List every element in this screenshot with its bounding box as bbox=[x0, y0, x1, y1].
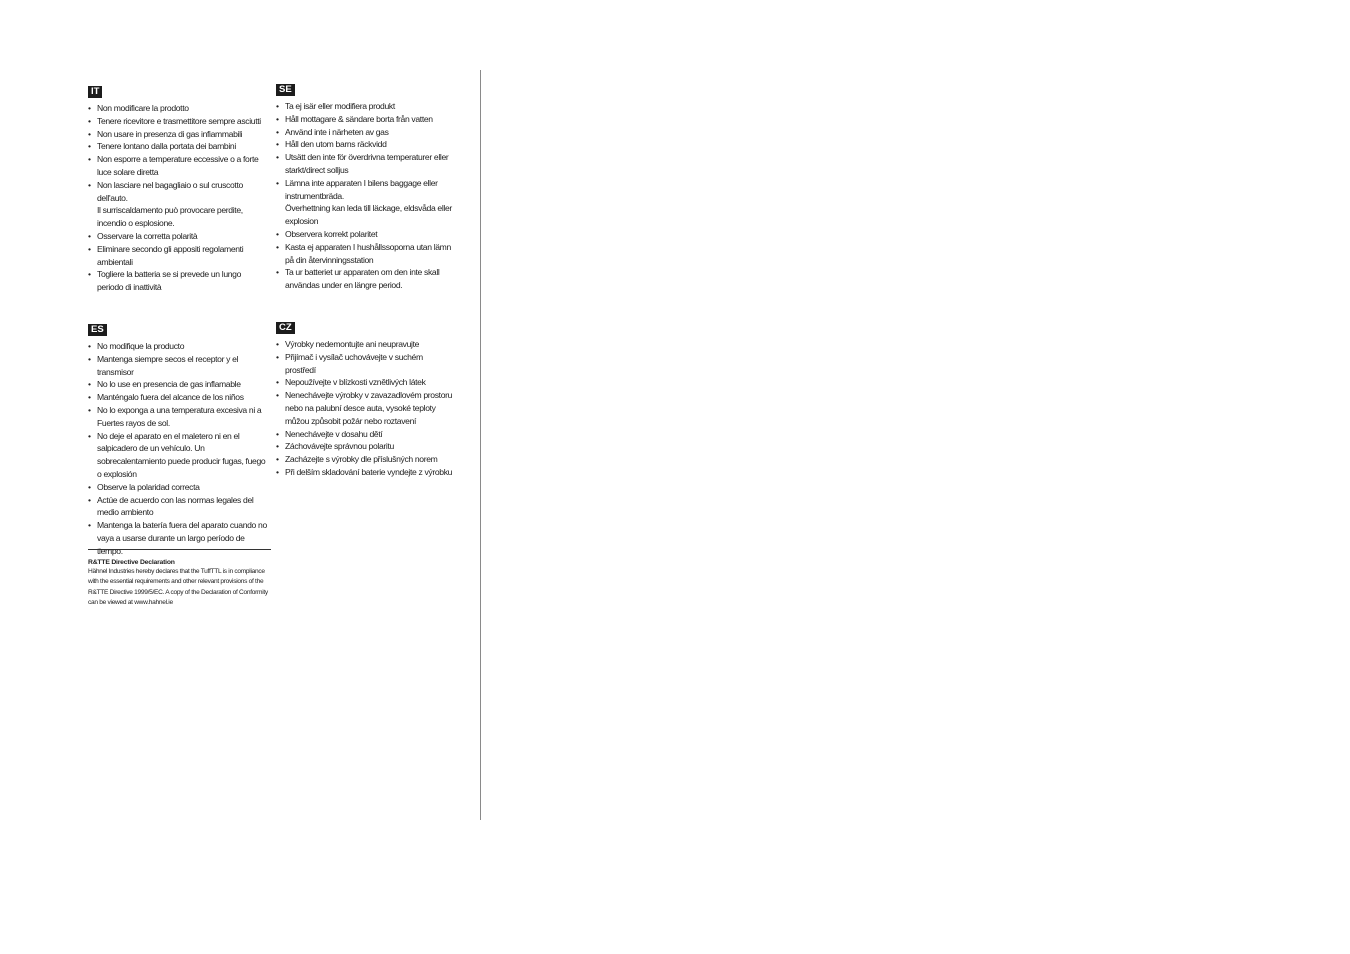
declaration-block bbox=[88, 549, 271, 608]
section-cz bbox=[276, 321, 454, 479]
bullet-icon: • bbox=[276, 126, 279, 137]
bullet-icon: • bbox=[276, 267, 279, 278]
bullet-icon: • bbox=[276, 454, 279, 465]
bullet-icon: • bbox=[88, 179, 91, 190]
list-item-note: Il surriscaldamento può provocare perdite, incendio o esplosione. bbox=[97, 205, 243, 229]
list-item bbox=[276, 228, 454, 241]
list-item-text: Håll den utom barns räckvidd bbox=[285, 139, 387, 150]
list-item-text: Non modificare la prodotto bbox=[97, 103, 189, 113]
bullet-icon: • bbox=[88, 230, 91, 241]
list-item-text: Zacházejte s výrobky dle příslušných norem bbox=[285, 454, 438, 465]
list-item bbox=[88, 102, 266, 115]
bullet-icon: • bbox=[276, 390, 279, 401]
list-item-text: Ta ur batteriet ur apparaten om den inte skall användas under en längre period. bbox=[285, 267, 440, 291]
bullet-icon: • bbox=[88, 341, 91, 351]
list-item-text: Mantenga siempre secos el receptor y el transmisor bbox=[97, 353, 239, 377]
list-item-text: Använd inte i närheten av gas bbox=[285, 126, 389, 137]
list-item bbox=[276, 151, 454, 177]
bullet-icon: • bbox=[88, 520, 91, 531]
declaration-text: Hähnel Industries hereby declares that the TuffTTL is in compliance with the essential requirements and other relevant provisions of the R&TTE Directive 1999/5/EC. A copy of the Declaration of Conformity can be viewed at www.hahnel.ie bbox=[88, 568, 268, 606]
list-item-text: Mantenga la batería fuera del aparato cuando no vaya a usarse durante un largo período de tiempo. bbox=[97, 520, 267, 556]
list-item bbox=[276, 138, 454, 151]
bullet-icon: • bbox=[276, 441, 279, 452]
list-item-text: Výrobky nedemontujte ani neupravujte bbox=[285, 339, 420, 349]
list-item bbox=[276, 351, 454, 377]
bullet-icon: • bbox=[88, 430, 91, 441]
list-item bbox=[88, 481, 268, 494]
list-item-text: Záchovávejte správnou polaritu bbox=[285, 441, 394, 452]
list-item bbox=[88, 243, 266, 269]
bullet-icon: • bbox=[88, 353, 91, 364]
list-item-text: Osservare la corretta polarità bbox=[97, 230, 198, 241]
bullet-icon: • bbox=[88, 141, 91, 152]
list-item bbox=[88, 353, 268, 379]
list-item-text: Eliminare secondo gli appositi regolamenti ambientali bbox=[97, 243, 244, 267]
list-item-text: Non lasciare nel bagagliaio o sul cruscotto dell'auto. bbox=[97, 179, 243, 203]
bullet-icon: • bbox=[276, 139, 279, 150]
language-badge-se: SE bbox=[276, 84, 295, 96]
bullet-icon: • bbox=[88, 103, 91, 113]
bullet-icon: • bbox=[88, 115, 91, 126]
declaration-divider bbox=[88, 549, 271, 550]
safety-list-it bbox=[88, 102, 266, 294]
list-item-text: Actúe de acuerdo con las normas legales del medio ambiento bbox=[97, 494, 254, 518]
safety-list-cz bbox=[276, 338, 454, 479]
bullet-icon: • bbox=[276, 152, 279, 163]
bullet-icon: • bbox=[276, 466, 279, 477]
section-se bbox=[276, 83, 454, 292]
bullet-icon: • bbox=[276, 101, 279, 111]
list-item-note: Överhettning kan leda till läckage, eldsvåda eller explosion bbox=[285, 203, 452, 227]
list-item bbox=[88, 430, 268, 481]
bullet-icon: • bbox=[88, 154, 91, 165]
language-badge-cz: CZ bbox=[276, 322, 295, 334]
bullet-icon: • bbox=[88, 494, 91, 505]
list-item bbox=[88, 494, 268, 520]
list-item-text: No lo exponga a una temperatura excesiva ni a Fuertes rayos de sol. bbox=[97, 404, 262, 428]
bullet-icon: • bbox=[276, 228, 279, 239]
list-item bbox=[88, 391, 268, 404]
bullet-icon: • bbox=[276, 377, 279, 388]
list-item bbox=[276, 466, 454, 479]
bullet-icon: • bbox=[276, 428, 279, 439]
list-item bbox=[276, 338, 454, 351]
section-it bbox=[88, 85, 266, 294]
list-item bbox=[276, 266, 454, 292]
list-item bbox=[88, 153, 266, 179]
bullet-icon: • bbox=[276, 339, 279, 349]
list-item bbox=[88, 230, 266, 243]
language-badge-es: ES bbox=[88, 324, 107, 336]
list-item-text: Nenechávejte v dosahu dětí bbox=[285, 428, 383, 439]
list-item bbox=[88, 268, 266, 294]
section-es bbox=[88, 323, 268, 558]
list-item bbox=[88, 340, 268, 353]
list-item-text: Nepoužívejte v blízkosti vznětlivých látek bbox=[285, 377, 426, 388]
list-item bbox=[88, 378, 268, 391]
list-item-text: Håll mottagare & sändare borta från vatten bbox=[285, 113, 433, 124]
list-item bbox=[276, 453, 454, 466]
list-item-text: No lo use en presencia de gas inflamable bbox=[97, 379, 241, 390]
list-item-text: Manténgalo fuera del alcance de los niños bbox=[97, 392, 244, 403]
safety-list-se bbox=[276, 100, 454, 292]
list-item-text: Tenere ricevitore e trasmettitore sempre asciutti bbox=[97, 115, 261, 126]
list-item bbox=[276, 376, 454, 389]
bullet-icon: • bbox=[276, 351, 279, 362]
list-item bbox=[276, 428, 454, 441]
bullet-icon: • bbox=[88, 404, 91, 415]
list-item bbox=[88, 179, 266, 230]
list-item-text: Kasta ej apparaten I hushållssoporna utan lämn på din återvinningsstation bbox=[285, 241, 451, 265]
list-item bbox=[276, 440, 454, 453]
bullet-icon: • bbox=[276, 113, 279, 124]
bullet-icon: • bbox=[88, 243, 91, 254]
list-item bbox=[88, 404, 268, 430]
bullet-icon: • bbox=[276, 241, 279, 252]
list-item-text: Lämna inte apparaten I bilens baggage eller instrumentbräda. bbox=[285, 177, 438, 201]
list-item bbox=[276, 241, 454, 267]
list-item-text: Non usare in presenza di gas infiammabili bbox=[97, 128, 243, 139]
bullet-icon: • bbox=[88, 379, 91, 390]
list-item-text: Utsätt den inte för överdrivna temperaturer eller starkt/direct solljus bbox=[285, 152, 449, 175]
list-item bbox=[276, 100, 454, 113]
list-item-text: Observera korrekt polaritet bbox=[285, 228, 378, 239]
list-item-text: Observe la polaridad correcta bbox=[97, 481, 200, 492]
list-item bbox=[276, 113, 454, 126]
bullet-icon: • bbox=[88, 269, 91, 280]
declaration-title: R&TTE Directive Declaration bbox=[88, 559, 175, 566]
page-fold-divider bbox=[480, 70, 481, 820]
bullet-icon: • bbox=[88, 481, 91, 492]
list-item-text: Non esporre a temperature eccessive o a forte luce solare diretta bbox=[97, 154, 259, 177]
list-item-text: No modifique la producto bbox=[97, 341, 185, 351]
list-item-text: Při delším skladování baterie vyndejte z výrobku bbox=[285, 466, 453, 477]
list-item bbox=[276, 126, 454, 139]
list-item bbox=[276, 177, 454, 228]
list-item bbox=[88, 140, 266, 153]
bullet-icon: • bbox=[276, 177, 279, 188]
list-item bbox=[88, 128, 266, 141]
list-item-text: Ta ej isär eller modifiera produkt bbox=[285, 101, 395, 111]
list-item-text: No deje el aparato en el maletero ni en el salpicadero de un vehículo. Un sobrecalentamiento puede producir fugas, fuego o explosión bbox=[97, 430, 266, 479]
list-item bbox=[88, 115, 266, 128]
bullet-icon: • bbox=[88, 128, 91, 139]
language-badge-it: IT bbox=[88, 86, 102, 98]
bullet-icon: • bbox=[88, 392, 91, 403]
safety-list-es bbox=[88, 340, 268, 558]
list-item-text: Togliere la batteria se si prevede un lungo periodo di inattività bbox=[97, 269, 242, 293]
list-item-text: Nenechávejte výrobky v zavazadlovém prostoru nebo na palubní desce auta, vysoké teploty můžou způsobit požár nebo roztavení bbox=[285, 390, 453, 426]
list-item-text: Tenere lontano dalla portata dei bambini bbox=[97, 141, 236, 152]
list-item-text: Přijímač i vysílač uchovávejte v suchém prostředí bbox=[285, 351, 423, 375]
list-item bbox=[276, 389, 454, 427]
